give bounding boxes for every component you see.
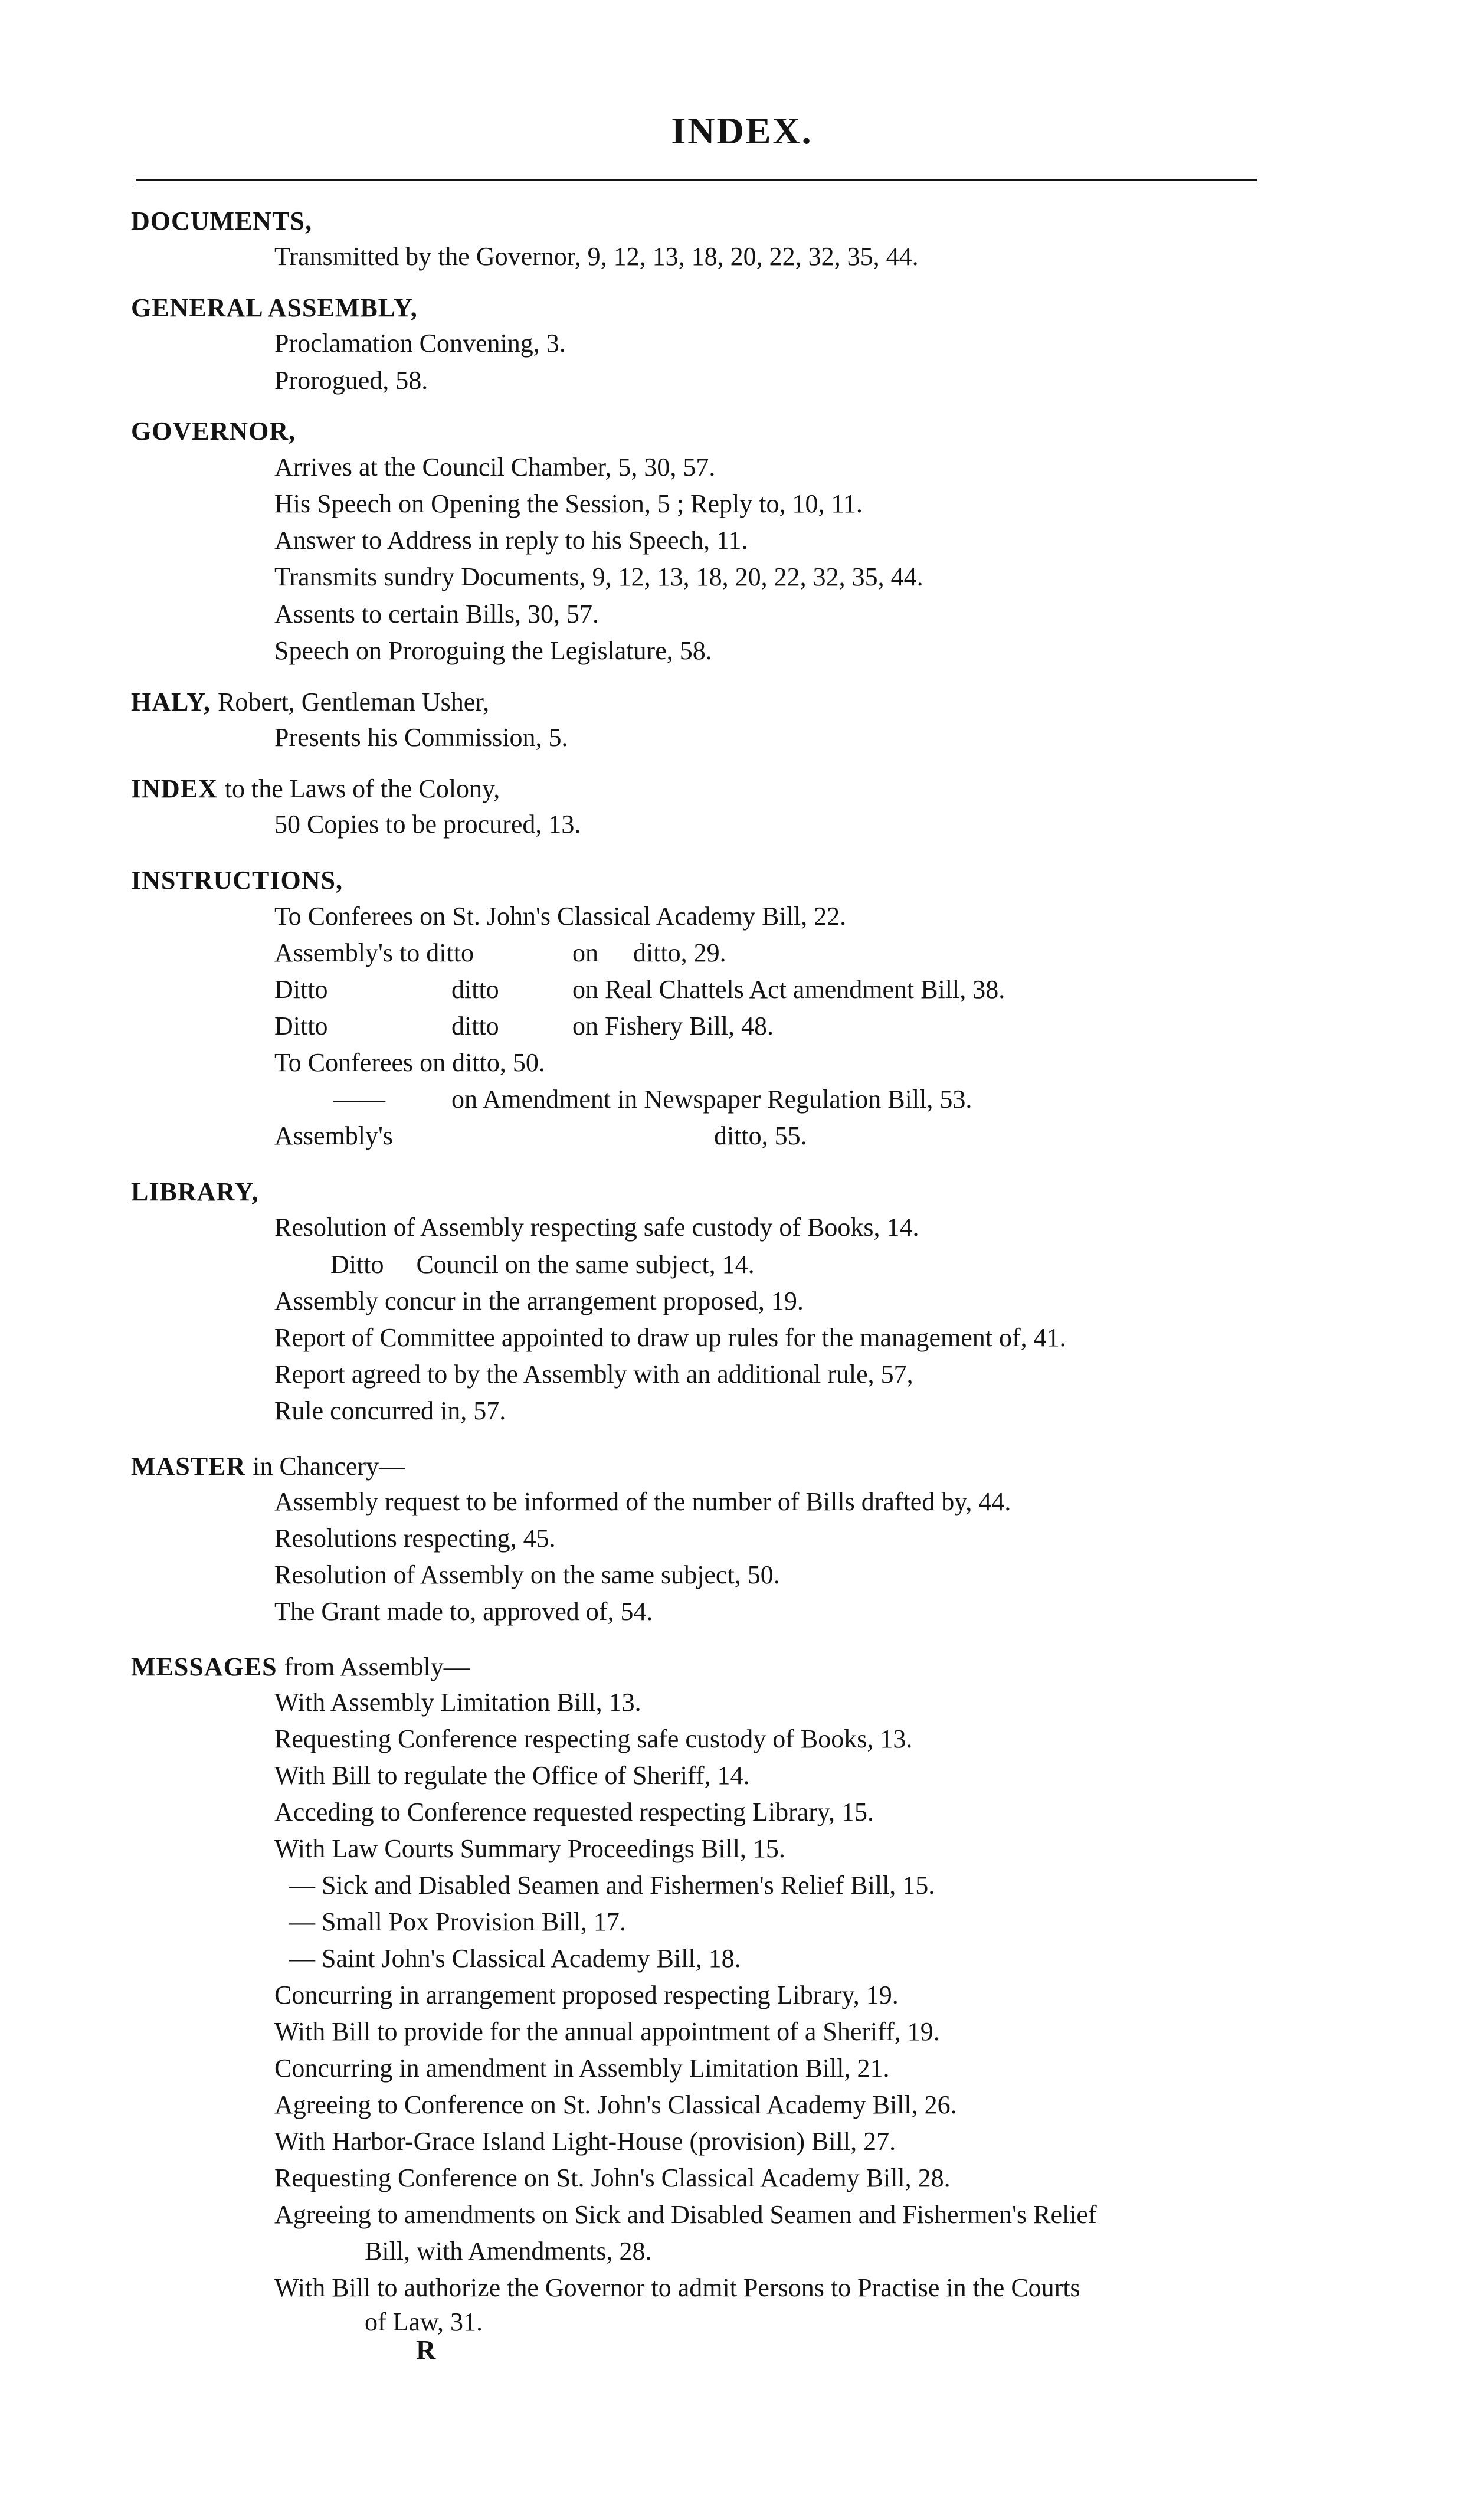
entry-line: 50 Copies to be procured, 13. (274, 810, 581, 839)
entry-line: Assembly concur in the arrangement proposed, 19. (274, 1287, 804, 1315)
entry-col-a: Ditto (274, 975, 328, 1004)
entry-line: With Bill to provide for the annual appointment of a Sheriff, 19. (274, 2017, 940, 2046)
heading-index (131, 774, 500, 804)
signature-mark: R (416, 2335, 436, 2365)
heading-messages (131, 1652, 470, 1682)
entry-line: Assembly request to be informed of the number of Bills drafted by, 44. (274, 1487, 1011, 1516)
entry-line: Arrives at the Council Chamber, 5, 30, 57. (274, 453, 716, 482)
entry-line: Answer to Address in reply to his Speech, 11. (274, 526, 748, 555)
entry-line: Requesting Conference respecting safe custody of Books, 13. (274, 1724, 913, 1753)
entry-col-b: ditto, 55. (714, 1121, 807, 1150)
heading-documents: DOCUMENTS, (131, 207, 313, 235)
heading-master (131, 1452, 405, 1481)
entry-col-a: —— (333, 1085, 385, 1114)
heading-general-assembly: GENERAL ASSEMBLY, (131, 293, 418, 322)
heading-haly-name: HALY, (131, 688, 211, 716)
entry-line (274, 1121, 807, 1151)
entry-line: — Sick and Disabled Seamen and Fishermen's Relief Bill, 15. (289, 1871, 935, 1900)
heading-index-name: INDEX (131, 774, 218, 803)
entry-line: Agreeing to amendments on Sick and Disabled Seamen and Fishermen's Relief (274, 2200, 1097, 2229)
entry-line: To Conferees on ditto, 50. (274, 1048, 545, 1077)
entry-line: Transmitted by the Governor, 9, 12, 13, 18, 20, 22, 32, 35, 44. (274, 242, 919, 271)
entry-line: To Conferees on St. John's Classical Academy Bill, 22. (274, 902, 847, 931)
entry-line: Bill, with Amendments, 28. (365, 2237, 652, 2266)
entry-col-a: Ditto (274, 1012, 328, 1040)
heading-messages-rest: from Assembly— (284, 1652, 470, 1681)
entry-line: Requesting Conference on St. John's Classical Academy Bill, 28. (274, 2163, 951, 2192)
entry-col-b: on (572, 938, 598, 967)
entry-col-b: ditto (451, 975, 499, 1004)
heading-master-rest: in Chancery— (253, 1452, 405, 1481)
entry-line: With Bill to regulate the Office of Sheriff, 14. (274, 1761, 750, 1790)
entry-line: Report of Committee appointed to draw up rules for the management of, 41. (274, 1323, 1066, 1352)
heading-governor: GOVERNOR, (131, 417, 296, 446)
entry-line: Transmits sundry Documents, 9, 12, 13, 18, 20, 22, 32, 35, 44. (274, 562, 923, 591)
entry-line: Assents to certain Bills, 30, 57. (274, 600, 599, 628)
entry-line: Presents his Commission, 5. (274, 723, 568, 752)
entry-line: His Speech on Opening the Session, 5 ; Reply to, 10, 11. (274, 489, 863, 518)
entry-line: Resolutions respecting, 45. (274, 1524, 556, 1553)
heading-haly-rest: Robert, Gentleman Usher, (218, 688, 490, 716)
entry-line: Resolution of Assembly respecting safe custody of Books, 14. (274, 1213, 919, 1242)
entry-col-a: Assembly's (274, 1121, 394, 1150)
entry-line: Rule concurred in, 57. (274, 1396, 506, 1425)
title-rule (136, 179, 1257, 181)
entry-col-c: on Fishery Bill, 48. (572, 1012, 774, 1040)
page-title: INDEX. (671, 110, 813, 152)
entry-line: With Bill to authorize the Governor to admit Persons to Practise in the Courts (274, 2273, 1080, 2302)
entry-line: Speech on Proroguing the Legislature, 58. (274, 636, 712, 665)
heading-library: LIBRARY, (131, 1177, 259, 1206)
entry-line: of Law, 31. (365, 2307, 483, 2336)
entry-line: Concurring in amendment in Assembly Limitation Bill, 21. (274, 2054, 890, 2083)
entry-col-a: Assembly's to ditto (274, 938, 474, 967)
entry-col-b: on Amendment in Newspaper Regulation Bill, 53. (451, 1085, 972, 1114)
entry-line: Prorogued, 58. (274, 366, 428, 395)
entry-line: Ditto Council on the same subject, 14. (330, 1250, 755, 1279)
entry-line (274, 938, 726, 968)
entry-line (274, 975, 1005, 1004)
entry-line: Proclamation Convening, 3. (274, 329, 566, 358)
entry-line: — Saint John's Classical Academy Bill, 18. (289, 1944, 741, 1973)
heading-instructions: INSTRUCTIONS, (131, 866, 343, 895)
entry-line: Agreeing to Conference on St. John's Classical Academy Bill, 26. (274, 2090, 957, 2119)
entry-col-c: on Real Chattels Act amendment Bill, 38. (572, 975, 1005, 1004)
entry-col-c: ditto, 29. (633, 938, 726, 967)
entry-line: The Grant made to, approved of, 54. (274, 1597, 653, 1626)
heading-index-rest: to the Laws of the Colony, (224, 774, 500, 803)
entry-line: Concurring in arrangement proposed respecting Library, 19. (274, 1981, 899, 2009)
heading-haly (131, 688, 489, 717)
heading-master-name: MASTER (131, 1452, 246, 1481)
entry-line: Report agreed to by the Assembly with an additional rule, 57, (274, 1360, 913, 1389)
entry-line: With Law Courts Summary Proceedings Bill, 15. (274, 1834, 785, 1863)
entry-line: — Small Pox Provision Bill, 17. (289, 1907, 626, 1936)
entry-col-b: ditto (451, 1012, 499, 1040)
heading-messages-name: MESSAGES (131, 1652, 277, 1681)
entry-line (274, 1012, 774, 1041)
entry-line: Acceding to Conference requested respecting Library, 15. (274, 1798, 874, 1826)
entry-line: With Harbor-Grace Island Light-House (provision) Bill, 27. (274, 2127, 896, 2156)
entry-line: With Assembly Limitation Bill, 13. (274, 1688, 641, 1717)
entry-line: Resolution of Assembly on the same subject, 50. (274, 1560, 780, 1589)
